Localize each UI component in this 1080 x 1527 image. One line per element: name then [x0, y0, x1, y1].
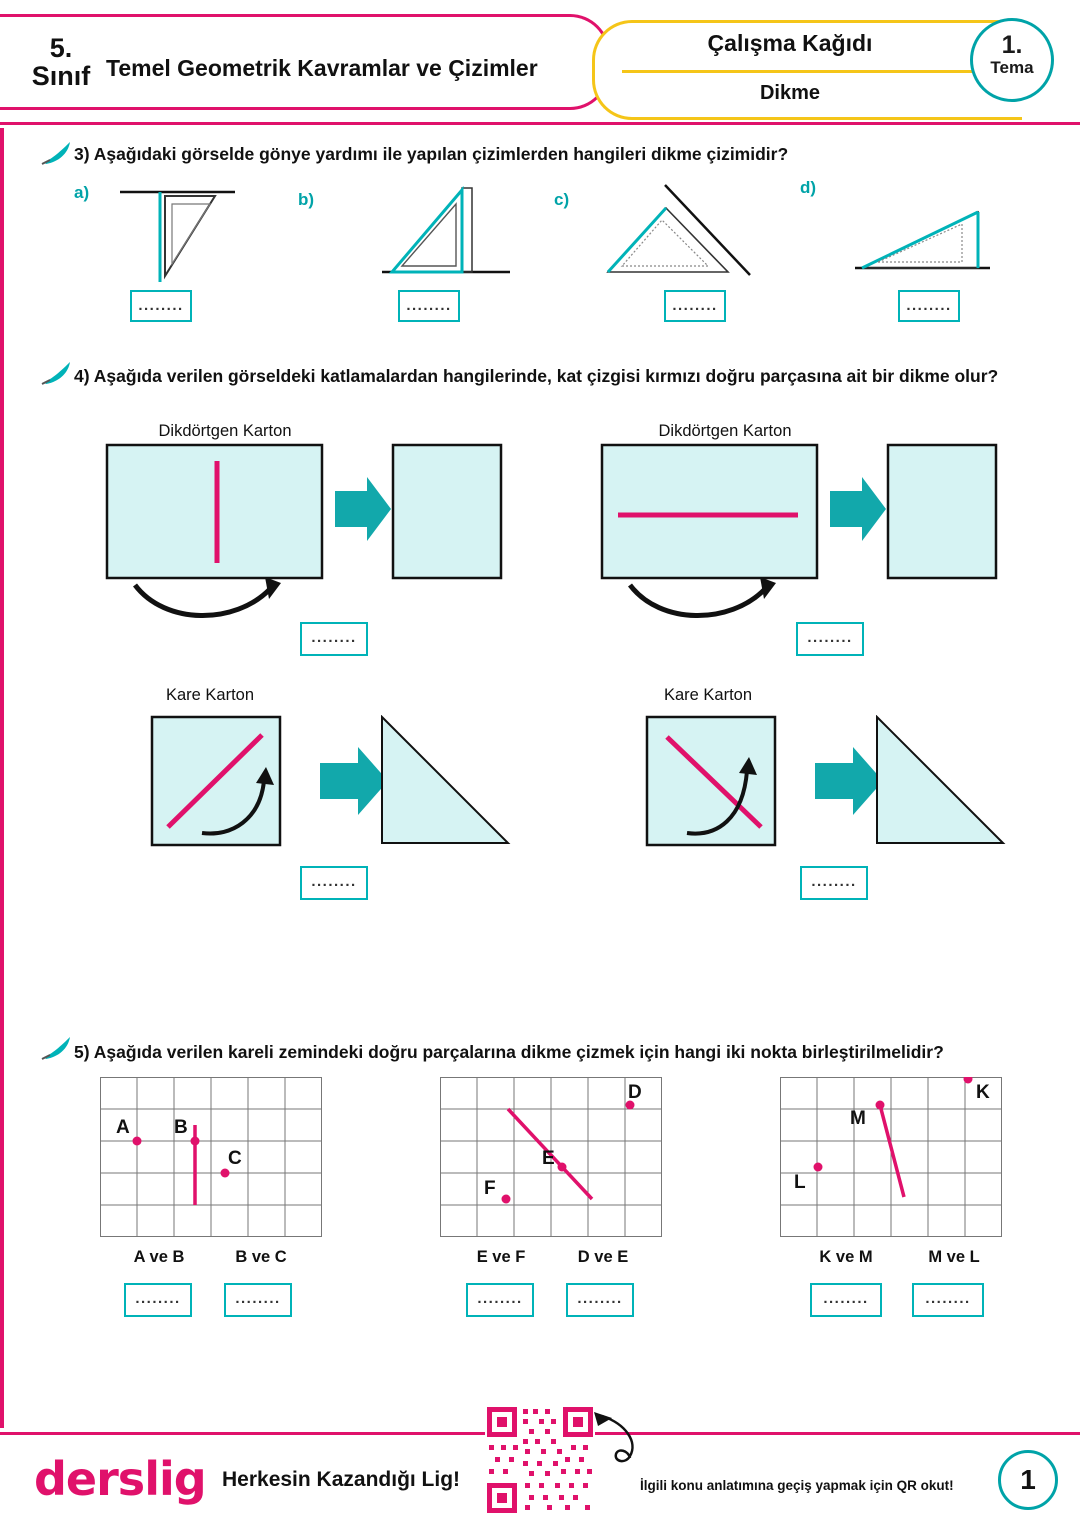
- question-4-text: 4) Aşağıda verilen görseldeki katlamalardan hangilerinde, kat çizgisi kırmızı doğru parçasına ait bir dikme olur?: [74, 366, 999, 386]
- q3-answer-box-c[interactable]: ........: [664, 290, 726, 322]
- q5-answer-box-1b[interactable]: ........: [224, 1283, 292, 1317]
- q5-point-E: E: [542, 1148, 555, 1169]
- q4-caption-4: Kare Karton: [663, 686, 753, 704]
- q5-option-label-1a: A ve B: [133, 1248, 185, 1266]
- pen-icon-q3: [40, 140, 74, 166]
- q4-answer-box-3[interactable]: ........: [300, 866, 368, 900]
- q5-option-label-2a: E ve F: [476, 1248, 526, 1266]
- q5-option-label-2b: D ve E: [577, 1248, 629, 1266]
- option-d-label: d): [800, 178, 817, 197]
- page-header: [0, 0, 1080, 125]
- q5-point-M: M: [850, 1108, 866, 1129]
- option-a-label: a): [74, 183, 90, 202]
- q4-figure-4: [645, 715, 1015, 850]
- page-number-badge: 1: [998, 1450, 1058, 1510]
- q5-answer-box-2a[interactable]: ........: [466, 1283, 534, 1317]
- q5-option-label-1b: B ve C: [235, 1248, 287, 1266]
- grade-label: [26, 34, 96, 91]
- q5-point-F: F: [484, 1178, 496, 1199]
- q4-caption-3: Kare Karton: [165, 686, 255, 704]
- qr-code[interactable]: [485, 1405, 595, 1515]
- pen-icon-q4: [40, 360, 74, 386]
- q5-answer-box-3b[interactable]: ........: [912, 1283, 984, 1317]
- q3-answer-box-a[interactable]: ........: [130, 290, 192, 322]
- header-underline: [0, 122, 1080, 125]
- worksheet-label: Çalışma Kağıdı: [707, 30, 873, 56]
- q5-option-label-3a: K ve M: [819, 1248, 873, 1266]
- option-c-label: c): [554, 190, 570, 209]
- q4-figure-2: [600, 443, 1005, 623]
- q5-option-label-3b: M ve L: [928, 1248, 980, 1266]
- left-margin-rule: [0, 128, 4, 1428]
- page-title: Temel Geometrik Kavramlar ve Çizimler: [106, 55, 538, 81]
- q5-answer-box-1a[interactable]: ........: [124, 1283, 192, 1317]
- q5-answer-box-2b[interactable]: ........: [566, 1283, 634, 1317]
- theme-number: 1.: [1001, 31, 1023, 59]
- q5-point-A: A: [116, 1117, 130, 1138]
- q4-answer-box-1[interactable]: ........: [300, 622, 368, 656]
- q3-answer-box-b[interactable]: ........: [398, 290, 460, 322]
- q4-answer-box-2[interactable]: ........: [796, 622, 864, 656]
- qr-arrow-icon: [590, 1410, 660, 1470]
- q3-figure-a: [110, 180, 260, 290]
- q5-grid-3: [780, 1077, 1002, 1237]
- q5-point-K: K: [976, 1082, 990, 1103]
- header-divider: [622, 70, 974, 73]
- option-b-label: b): [298, 190, 315, 209]
- question-5-text: 5) Aşağıda verilen kareli zemindeki doğru parçalarına dikme çizmek için hangi iki nokta birleştirilmelidir?: [74, 1042, 944, 1062]
- grade-line-1: 5.: [49, 33, 73, 63]
- q3-answer-box-d[interactable]: ........: [898, 290, 960, 322]
- q5-point-C: C: [228, 1148, 242, 1169]
- q5-answer-box-3a[interactable]: ........: [810, 1283, 882, 1317]
- q4-caption-2: Dikdörtgen Karton: [658, 422, 792, 440]
- q4-answer-box-4[interactable]: ........: [800, 866, 868, 900]
- q5-point-D: D: [628, 1082, 642, 1103]
- q4-figure-1: [105, 443, 510, 623]
- qr-note: İlgili konu anlatımına geçiş yapmak için QR okut!: [640, 1478, 954, 1493]
- subject-label: Dikme: [759, 82, 821, 104]
- pen-icon-q5: [40, 1035, 74, 1061]
- grade-line-2: Sınıf: [31, 61, 91, 92]
- brand-logo: derslig: [34, 1452, 206, 1506]
- theme-badge: [970, 18, 1054, 102]
- q4-caption-1: Dikdörtgen Karton: [158, 422, 292, 440]
- q5-grid-1: [100, 1077, 322, 1237]
- q5-point-L: L: [794, 1172, 806, 1193]
- q3-figure-b: [370, 180, 530, 290]
- brand-slogan: Herkesin Kazandığı Lig!: [222, 1468, 461, 1491]
- q5-point-B: B: [174, 1117, 188, 1138]
- q3-figure-d: [850, 190, 1015, 290]
- theme-label: Tema: [990, 58, 1034, 77]
- question-3-text: 3) Aşağıdaki görselde gönye yardımı ile yapılan çizimlerden hangileri dikme çizimidir?: [74, 144, 789, 164]
- q3-figure-c: [600, 180, 765, 290]
- q4-figure-3: [150, 715, 520, 850]
